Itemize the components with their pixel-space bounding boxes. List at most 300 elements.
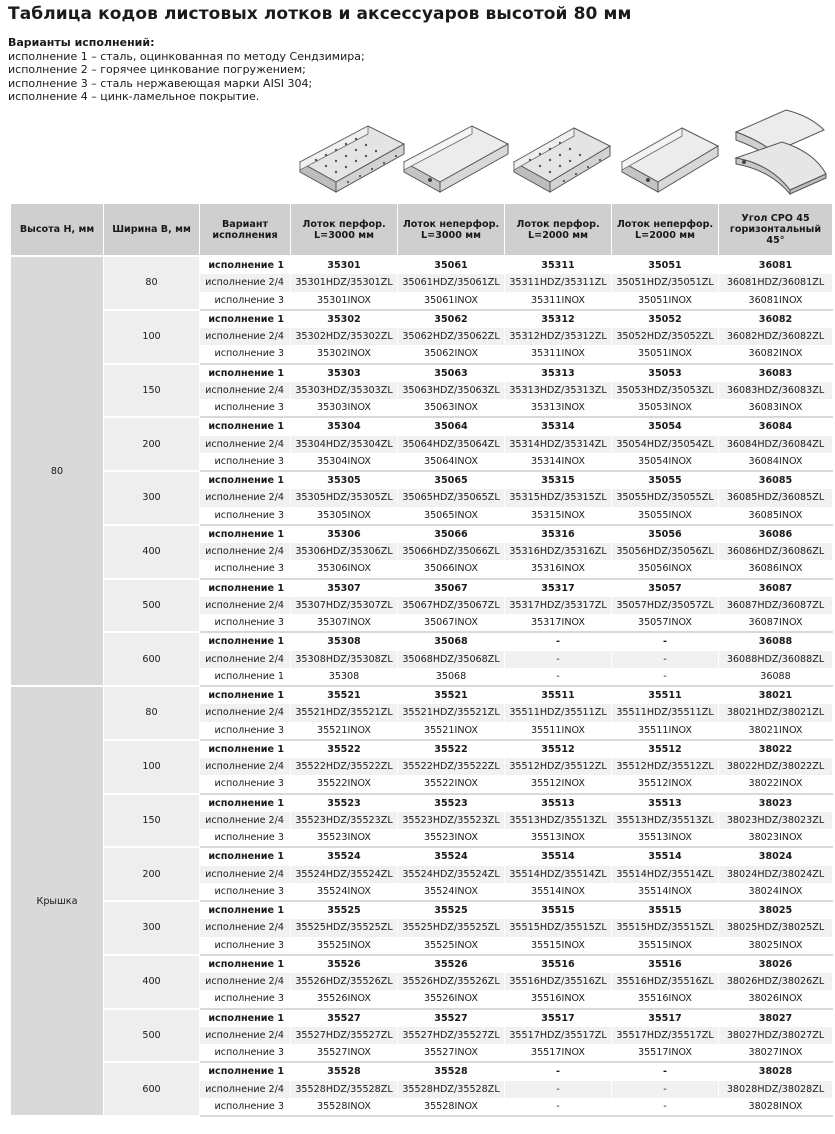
variant-cell: исполнение 3 xyxy=(200,560,291,578)
code-cell: 38027 xyxy=(719,1009,833,1027)
variant-cell: исполнение 1 xyxy=(200,364,291,382)
codes-table xyxy=(10,203,833,1117)
table-row xyxy=(11,1062,833,1080)
code-cell: 35065INOX xyxy=(398,507,505,525)
variant-cell: исполнение 2/4 xyxy=(200,489,291,506)
header-solid-tray-2000: Лоток неперфор. L=2000 мм xyxy=(612,204,719,257)
variant-cell: исполнение 2/4 xyxy=(200,597,291,614)
header-corner-cpo45: Угол CPO 45 горизонтальный 45° xyxy=(719,204,833,257)
code-cell: 35528HDZ/35528ZL xyxy=(291,1081,398,1098)
code-cell: 35522HDZ/35522ZL xyxy=(291,758,398,775)
width-cell: 100 xyxy=(104,740,200,794)
variant-cell: исполнение 1 xyxy=(200,632,291,650)
code-cell: 35304INOX xyxy=(291,453,398,471)
code-cell: - xyxy=(505,632,612,650)
code-cell: 35054INOX xyxy=(612,453,719,471)
header-variant: Вариант исполнения xyxy=(200,204,291,257)
code-cell: 36083 xyxy=(719,364,833,382)
table-row xyxy=(11,579,833,597)
code-cell: 35064INOX xyxy=(398,453,505,471)
code-cell: - xyxy=(612,632,719,650)
code-cell: 35516INOX xyxy=(505,990,612,1008)
code-cell: 35511INOX xyxy=(612,722,719,740)
code-cell: 38021INOX xyxy=(719,722,833,740)
code-cell: 35517 xyxy=(612,1009,719,1027)
solid-tray-2m-image xyxy=(618,122,722,194)
code-cell: 38025 xyxy=(719,901,833,919)
code-cell: 35515HDZ/35515ZL xyxy=(505,919,612,936)
variant-cell: исполнение 1 xyxy=(200,955,291,973)
code-cell: 35526 xyxy=(398,955,505,973)
product-images xyxy=(296,100,832,196)
code-cell: 35056 xyxy=(612,525,719,543)
code-cell: 35525INOX xyxy=(291,937,398,955)
code-cell: 36085HDZ/36085ZL xyxy=(719,489,833,506)
code-cell: 35513 xyxy=(612,794,719,812)
variant-cell: исполнение 2/4 xyxy=(200,543,291,560)
table-row xyxy=(11,955,833,973)
code-cell: 35311 xyxy=(505,256,612,274)
code-cell: 35515 xyxy=(505,901,612,919)
width-cell: 600 xyxy=(104,632,200,686)
variant-line-4: исполнение 4 – цинк-ламельное покрытие. xyxy=(8,90,260,103)
code-cell: 35523HDZ/35523ZL xyxy=(291,812,398,829)
table-row xyxy=(11,525,833,543)
code-cell: 36086 xyxy=(719,525,833,543)
table-row xyxy=(11,364,833,382)
code-cell: 35526HDZ/35526ZL xyxy=(398,973,505,990)
table-row xyxy=(11,686,833,704)
code-cell: 35528 xyxy=(398,1062,505,1080)
variant-cell: исполнение 1 xyxy=(200,471,291,489)
code-cell: 35514INOX xyxy=(612,883,719,901)
width-cell: 500 xyxy=(104,579,200,633)
code-cell: 36082INOX xyxy=(719,345,833,363)
code-cell: 35063INOX xyxy=(398,399,505,417)
code-cell: 36084 xyxy=(719,417,833,435)
code-cell: 35051HDZ/35051ZL xyxy=(612,274,719,291)
code-cell: 35307 xyxy=(291,579,398,597)
code-cell: 35303INOX xyxy=(291,399,398,417)
code-cell: 35057HDZ/35057ZL xyxy=(612,597,719,614)
code-cell: 35312HDZ/35312ZL xyxy=(505,328,612,345)
code-cell: 35522 xyxy=(291,740,398,758)
code-cell: 35061 xyxy=(398,256,505,274)
code-cell: - xyxy=(612,1062,719,1080)
code-cell: - xyxy=(505,1098,612,1116)
width-cell: 300 xyxy=(104,471,200,525)
code-cell: 35523INOX xyxy=(398,829,505,847)
code-cell: 35306INOX xyxy=(291,560,398,578)
width-cell: 400 xyxy=(104,955,200,1009)
code-cell: 35527HDZ/35527ZL xyxy=(291,1027,398,1044)
code-cell: 35517HDZ/35517ZL xyxy=(505,1027,612,1044)
code-cell: 35515HDZ/35515ZL xyxy=(612,919,719,936)
code-cell: 35513HDZ/35513ZL xyxy=(612,812,719,829)
code-cell: 35511 xyxy=(612,686,719,704)
code-cell: 38026 xyxy=(719,955,833,973)
code-cell: 35524HDZ/35524ZL xyxy=(291,866,398,883)
code-cell: 35517INOX xyxy=(612,1044,719,1062)
code-cell: 35514HDZ/35514ZL xyxy=(612,866,719,883)
code-cell: - xyxy=(612,1081,719,1098)
variant-cell: исполнение 3 xyxy=(200,1044,291,1062)
code-cell: 35313HDZ/35313ZL xyxy=(505,382,612,399)
code-cell: 35527INOX xyxy=(291,1044,398,1062)
code-cell: - xyxy=(612,651,719,668)
code-cell: 35067HDZ/35067ZL xyxy=(398,597,505,614)
code-cell: 35316HDZ/35316ZL xyxy=(505,543,612,560)
header-width: Ширина В, мм xyxy=(104,204,200,257)
code-cell: 38024 xyxy=(719,847,833,865)
corner-cpo-45-image xyxy=(730,102,830,196)
code-cell: 36088HDZ/36088ZL xyxy=(719,651,833,668)
code-cell: 38025INOX xyxy=(719,937,833,955)
code-cell: 35523 xyxy=(398,794,505,812)
code-cell: 36083INOX xyxy=(719,399,833,417)
code-cell: 35524INOX xyxy=(398,883,505,901)
code-cell: 35066HDZ/35066ZL xyxy=(398,543,505,560)
code-cell: 35515INOX xyxy=(505,937,612,955)
code-cell: 38021HDZ/38021ZL xyxy=(719,704,833,721)
code-cell: 35512HDZ/35512ZL xyxy=(612,758,719,775)
height-group-cell: 80 xyxy=(11,256,104,686)
header-perf-tray-3000: Лоток перфор. L=3000 мм xyxy=(291,204,398,257)
code-cell: 36084INOX xyxy=(719,453,833,471)
code-cell: - xyxy=(612,668,719,686)
code-cell: 35517INOX xyxy=(505,1044,612,1062)
code-cell: 36081HDZ/36081ZL xyxy=(719,274,833,291)
code-cell: 35057INOX xyxy=(612,614,719,632)
page-title: Таблица кодов листовых лотков и аксессуаров высотой 80 мм xyxy=(8,4,632,24)
width-cell: 200 xyxy=(104,847,200,901)
code-cell: 35304HDZ/35304ZL xyxy=(291,436,398,453)
variants-block xyxy=(8,36,365,104)
code-cell: 35051INOX xyxy=(612,345,719,363)
variant-cell: исполнение 1 xyxy=(200,794,291,812)
variant-cell: исполнение 3 xyxy=(200,1098,291,1116)
variant-cell: исполнение 3 xyxy=(200,722,291,740)
code-cell: 35523HDZ/35523ZL xyxy=(398,812,505,829)
code-cell: 35516HDZ/35516ZL xyxy=(505,973,612,990)
code-cell: 35527HDZ/35527ZL xyxy=(398,1027,505,1044)
code-cell: 36087 xyxy=(719,579,833,597)
code-cell: 35316INOX xyxy=(505,560,612,578)
code-cell: 38028INOX xyxy=(719,1098,833,1116)
code-cell: 35062INOX xyxy=(398,345,505,363)
code-cell: 35521 xyxy=(398,686,505,704)
variant-cell: исполнение 2/4 xyxy=(200,436,291,453)
variant-cell: исполнение 2/4 xyxy=(200,812,291,829)
code-cell: 35304 xyxy=(291,417,398,435)
code-cell: 35052 xyxy=(612,310,719,328)
variant-cell: исполнение 1 xyxy=(200,256,291,274)
code-cell: 35063 xyxy=(398,364,505,382)
variant-cell: исполнение 3 xyxy=(200,775,291,793)
code-cell: 35522 xyxy=(398,740,505,758)
code-cell: 35053INOX xyxy=(612,399,719,417)
code-cell: 35067INOX xyxy=(398,614,505,632)
code-cell: 35301 xyxy=(291,256,398,274)
code-cell: 35514 xyxy=(612,847,719,865)
code-cell: 35511INOX xyxy=(505,722,612,740)
code-cell: 38022 xyxy=(719,740,833,758)
code-cell: 35057 xyxy=(612,579,719,597)
code-cell: 35068HDZ/35068ZL xyxy=(398,651,505,668)
code-cell: 35308 xyxy=(291,632,398,650)
table-row xyxy=(11,901,833,919)
variant-cell: исполнение 2/4 xyxy=(200,274,291,291)
code-cell: 38023INOX xyxy=(719,829,833,847)
code-cell: 35525 xyxy=(291,901,398,919)
code-cell: 35513INOX xyxy=(505,829,612,847)
table-row xyxy=(11,471,833,489)
variant-line-3: исполнение 3 – сталь нержавеющая марки AISI 304; xyxy=(8,76,313,90)
code-cell: 35305INOX xyxy=(291,507,398,525)
variant-cell: исполнение 2/4 xyxy=(200,919,291,936)
code-cell: 35516HDZ/35516ZL xyxy=(612,973,719,990)
code-cell: 35316 xyxy=(505,525,612,543)
code-cell: 36087HDZ/36087ZL xyxy=(719,597,833,614)
code-cell: 35512 xyxy=(505,740,612,758)
code-cell: 36081INOX xyxy=(719,292,833,310)
code-cell: 38027HDZ/38027ZL xyxy=(719,1027,833,1044)
code-cell: 35313INOX xyxy=(505,399,612,417)
table-row xyxy=(11,632,833,650)
code-cell: 38021 xyxy=(719,686,833,704)
code-cell: 35314HDZ/35314ZL xyxy=(505,436,612,453)
variant-cell: исполнение 1 xyxy=(200,310,291,328)
code-cell: 35525HDZ/35525ZL xyxy=(291,919,398,936)
code-cell: 38024INOX xyxy=(719,883,833,901)
code-cell: 35302HDZ/35302ZL xyxy=(291,328,398,345)
code-cell: 35512INOX xyxy=(505,775,612,793)
code-cell: 35317 xyxy=(505,579,612,597)
code-cell: 35311INOX xyxy=(505,345,612,363)
code-cell: 35512HDZ/35512ZL xyxy=(505,758,612,775)
code-cell: 35067 xyxy=(398,579,505,597)
variant-cell: исполнение 3 xyxy=(200,292,291,310)
variant-cell: исполнение 3 xyxy=(200,614,291,632)
variant-cell: исполнение 2/4 xyxy=(200,328,291,345)
code-cell: 35528INOX xyxy=(291,1098,398,1116)
code-cell: 35055INOX xyxy=(612,507,719,525)
code-cell: 35524 xyxy=(398,847,505,865)
code-cell: 35512INOX xyxy=(612,775,719,793)
variant-cell: исполнение 2/4 xyxy=(200,651,291,668)
code-cell: 36085 xyxy=(719,471,833,489)
code-cell: 35063HDZ/35063ZL xyxy=(398,382,505,399)
code-cell: 35303HDZ/35303ZL xyxy=(291,382,398,399)
variant-cell: исполнение 1 xyxy=(200,579,291,597)
code-cell: 35514 xyxy=(505,847,612,865)
code-cell: 35051INOX xyxy=(612,292,719,310)
code-cell: 35062 xyxy=(398,310,505,328)
code-cell: 35514INOX xyxy=(505,883,612,901)
variant-cell: исполнение 1 xyxy=(200,525,291,543)
width-cell: 400 xyxy=(104,525,200,579)
table-row xyxy=(11,1009,833,1027)
variant-cell: исполнение 2/4 xyxy=(200,1027,291,1044)
code-cell: 36084HDZ/36084ZL xyxy=(719,436,833,453)
variant-cell: исполнение 3 xyxy=(200,990,291,1008)
code-cell: 36082HDZ/36082ZL xyxy=(719,328,833,345)
code-cell: 35513INOX xyxy=(612,829,719,847)
table-row xyxy=(11,847,833,865)
code-cell: 35517HDZ/35517ZL xyxy=(612,1027,719,1044)
code-cell: 38028 xyxy=(719,1062,833,1080)
table-row xyxy=(11,740,833,758)
variant-cell: исполнение 1 xyxy=(200,901,291,919)
variant-cell: исполнение 1 xyxy=(200,668,291,686)
code-cell: 36081 xyxy=(719,256,833,274)
code-cell: 35053 xyxy=(612,364,719,382)
width-cell: 150 xyxy=(104,794,200,848)
code-cell: 35517 xyxy=(505,1009,612,1027)
code-cell: 38025HDZ/38025ZL xyxy=(719,919,833,936)
code-cell: - xyxy=(612,1098,719,1116)
code-cell: 38028HDZ/38028ZL xyxy=(719,1081,833,1098)
code-cell: 35513HDZ/35513ZL xyxy=(505,812,612,829)
code-cell: - xyxy=(505,1062,612,1080)
code-cell: - xyxy=(505,651,612,668)
code-cell: 35068 xyxy=(398,668,505,686)
code-cell: 35511 xyxy=(505,686,612,704)
code-cell: 35066INOX xyxy=(398,560,505,578)
code-cell: 35315HDZ/35315ZL xyxy=(505,489,612,506)
code-cell: 38026HDZ/38026ZL xyxy=(719,973,833,990)
code-cell: 35302INOX xyxy=(291,345,398,363)
variant-cell: исполнение 2/4 xyxy=(200,1081,291,1098)
code-cell: 35065HDZ/35065ZL xyxy=(398,489,505,506)
code-cell: 36088 xyxy=(719,632,833,650)
code-cell: 35315 xyxy=(505,471,612,489)
code-cell: 35311HDZ/35311ZL xyxy=(505,274,612,291)
table-body xyxy=(11,256,833,1116)
code-cell: 35308 xyxy=(291,668,398,686)
code-cell: 36086INOX xyxy=(719,560,833,578)
variant-line-2: исполнение 2 – горячее цинкование погружением; xyxy=(8,63,306,76)
code-cell: 38026INOX xyxy=(719,990,833,1008)
code-cell: 35526HDZ/35526ZL xyxy=(291,973,398,990)
code-cell: 35065 xyxy=(398,471,505,489)
code-cell: 35528 xyxy=(291,1062,398,1080)
code-cell: 35305 xyxy=(291,471,398,489)
code-cell: 35523 xyxy=(291,794,398,812)
code-cell: 35512 xyxy=(612,740,719,758)
variant-cell: исполнение 1 xyxy=(200,686,291,704)
code-cell: 35521HDZ/35521ZL xyxy=(398,704,505,721)
perforated-tray-2m-image xyxy=(510,122,614,194)
variant-cell: исполнение 1 xyxy=(200,1009,291,1027)
code-cell: 35311INOX xyxy=(505,292,612,310)
width-cell: 80 xyxy=(104,256,200,310)
header-solid-tray-3000: Лоток неперфор. L=3000 мм xyxy=(398,204,505,257)
code-cell: 35528HDZ/35528ZL xyxy=(398,1081,505,1098)
code-cell: - xyxy=(505,668,612,686)
table-row xyxy=(11,256,833,274)
width-cell: 80 xyxy=(104,686,200,740)
code-cell: 35307INOX xyxy=(291,614,398,632)
code-cell: 35307HDZ/35307ZL xyxy=(291,597,398,614)
code-cell: 35521INOX xyxy=(291,722,398,740)
code-cell: 35314 xyxy=(505,417,612,435)
code-cell: 35314INOX xyxy=(505,453,612,471)
solid-tray-3m-image xyxy=(400,122,510,194)
code-cell: 36088 xyxy=(719,668,833,686)
perforated-tray-3m-image xyxy=(296,122,406,194)
code-cell: 38022INOX xyxy=(719,775,833,793)
height-group-cell: Крышка xyxy=(11,686,104,1116)
variant-cell: исполнение 2/4 xyxy=(200,382,291,399)
width-cell: 150 xyxy=(104,364,200,418)
variant-cell: исполнение 2/4 xyxy=(200,973,291,990)
table-row xyxy=(11,310,833,328)
code-cell: 35312 xyxy=(505,310,612,328)
width-cell: 500 xyxy=(104,1009,200,1063)
code-cell: 35521HDZ/35521ZL xyxy=(291,704,398,721)
code-cell: 38022HDZ/38022ZL xyxy=(719,758,833,775)
code-cell: 35516 xyxy=(505,955,612,973)
code-cell: 36086HDZ/36086ZL xyxy=(719,543,833,560)
code-cell: 38023HDZ/38023ZL xyxy=(719,812,833,829)
variant-cell: исполнение 2/4 xyxy=(200,704,291,721)
code-cell: 35303 xyxy=(291,364,398,382)
code-cell: 35056HDZ/35056ZL xyxy=(612,543,719,560)
variant-cell: исполнение 3 xyxy=(200,883,291,901)
variant-cell: исполнение 1 xyxy=(200,417,291,435)
code-cell: 35064HDZ/35064ZL xyxy=(398,436,505,453)
code-cell: 35301INOX xyxy=(291,292,398,310)
variant-cell: исполнение 3 xyxy=(200,829,291,847)
code-cell: 35527INOX xyxy=(398,1044,505,1062)
code-cell: 35526 xyxy=(291,955,398,973)
code-cell: 35515 xyxy=(612,901,719,919)
code-cell: 35527 xyxy=(291,1009,398,1027)
width-cell: 600 xyxy=(104,1062,200,1116)
code-cell: 35306HDZ/35306ZL xyxy=(291,543,398,560)
variant-cell: исполнение 2/4 xyxy=(200,866,291,883)
code-cell: 35061INOX xyxy=(398,292,505,310)
width-cell: 200 xyxy=(104,417,200,471)
width-cell: 300 xyxy=(104,901,200,955)
variants-heading: Варианты исполнений: xyxy=(8,36,155,49)
code-cell: 35511HDZ/35511ZL xyxy=(505,704,612,721)
code-cell: 35522HDZ/35522ZL xyxy=(398,758,505,775)
code-cell: 35066 xyxy=(398,525,505,543)
code-cell: 35516INOX xyxy=(612,990,719,1008)
code-cell: 35301HDZ/35301ZL xyxy=(291,274,398,291)
code-cell: 35054HDZ/35054ZL xyxy=(612,436,719,453)
header-height: Высота Н, мм xyxy=(11,204,104,257)
code-cell: 35522INOX xyxy=(398,775,505,793)
code-cell: 35315INOX xyxy=(505,507,612,525)
code-cell: 35317HDZ/35317ZL xyxy=(505,597,612,614)
code-cell: - xyxy=(505,1081,612,1098)
code-cell: 35516 xyxy=(612,955,719,973)
code-cell: 35056INOX xyxy=(612,560,719,578)
code-cell: 35525HDZ/35525ZL xyxy=(398,919,505,936)
variant-cell: исполнение 3 xyxy=(200,345,291,363)
code-cell: 35308HDZ/35308ZL xyxy=(291,651,398,668)
header-perf-tray-2000: Лоток перфор. L=2000 мм xyxy=(505,204,612,257)
code-cell: 35523INOX xyxy=(291,829,398,847)
code-cell: 36082 xyxy=(719,310,833,328)
variant-line-1: исполнение 1 – сталь, оцинкованная по методу Сендзимира; xyxy=(8,49,365,63)
code-cell: 35514HDZ/35514ZL xyxy=(505,866,612,883)
code-cell: 35052HDZ/35052ZL xyxy=(612,328,719,345)
code-cell: 38027INOX xyxy=(719,1044,833,1062)
